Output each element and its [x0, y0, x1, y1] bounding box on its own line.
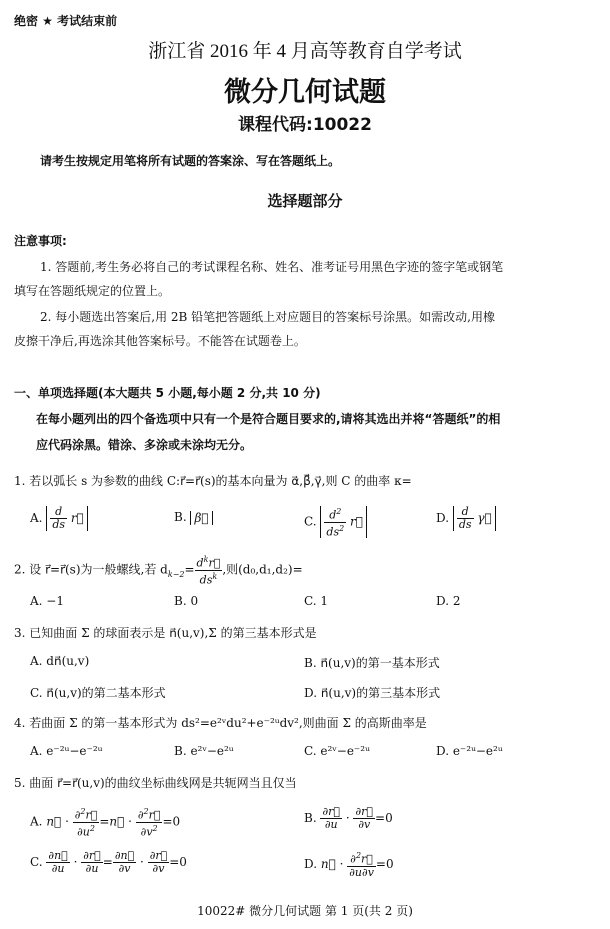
q2-option-a: A. −1: [30, 594, 64, 608]
note-1-line-2: 填写在答题纸规定的位置上。: [14, 284, 171, 298]
q5-option-c-label: C.: [30, 855, 43, 869]
exam-title: 浙江省 2016 年 4 月高等教育自学考试: [148, 41, 462, 62]
section-title: 选择题部分: [267, 192, 343, 210]
q3-stem: 3. 已知曲面 Σ 的球面表示是 n⃗(u,v),Σ 的第三基本形式是: [14, 626, 317, 640]
q5-option-a-label: A.: [30, 814, 43, 829]
q2-stem-pre: 2. 设 r⃗=r⃗(s)为一般螺线,若 d: [14, 562, 168, 577]
note-2-line-2: 皮擦干净后,再选涂其他答案标号。不能答在试题卷上。: [14, 334, 306, 348]
q2-stem-post: ,则(d₀,d₁,d₂)=: [222, 562, 303, 577]
note-2-line-1: 2. 每小题选出答案后,用 2B 铅笔把答题纸上对应题目的答案标号涂黑。如需改动,用橡: [40, 310, 495, 324]
q3-option-b: B. n⃗(u,v)的第一基本形式: [304, 656, 440, 670]
q2-option-b: B. 0: [174, 594, 199, 608]
q4-stem: 4. 若曲面 Σ 的第一基本形式为 ds²=e²ᵛdu²+e⁻²ᵘdv²,则曲面 Σ 的高斯曲率是: [14, 716, 427, 730]
q4-option-c: C. e²ᵛ−e⁻²ᵘ: [304, 744, 370, 758]
note-1-line-1: 1. 答题前,考生务必将自己的考试课程名称、姓名、准考证号用黑色字迹的签字笔或钢笔: [40, 260, 504, 274]
q2-option-d: D. 2: [436, 594, 461, 608]
q5-stem: 5. 曲面 r⃗=r⃗(u,v)的曲纹坐标曲线网是共轭网当且仅当: [14, 776, 297, 790]
q5-option-b: B. $\frac{\partial r⃗}{\partial u}$ · $\frac{\partial r⃗}{\partial v}$ =0: [304, 805, 393, 831]
q1-option-b: B. β⃗: [174, 510, 213, 525]
q2-stem: 2. 设 r⃗=r⃗(s)为一般螺线,若 $d_{k-2}=$ $\frac{d^kr⃗}{ds^k}$ ,则(d₀,d₁,d₂)=: [14, 555, 303, 587]
course-code: 课程代码:10022: [238, 115, 372, 135]
q3-option-d: D. n⃗(u,v)的第三基本形式: [304, 686, 441, 700]
q1-option-c: C. $\frac{d^2}{ds^2}$ r⃗: [304, 506, 367, 538]
part1-desc-line-1: 在每小题列出的四个备选项中只有一个是符合题目要求的,请将其选出并将“答题纸”的相: [36, 412, 501, 426]
q5-option-d: D. n⃗ · $\frac{\partial^2r⃗}{\partial u\partial v}$ =0: [304, 851, 394, 879]
q5-option-c: C. $\frac{\partial n⃗}{\partial u}$ · $\frac{\partial r⃗}{\partial u}$ = $\frac{\partial n⃗}{\partial v}$ · $\frac{\partial r⃗}{\partial v}$ =0: [30, 849, 187, 875]
part1-desc-line-2: 应代码涂黑。错涂、多涂或未涂均无分。: [36, 438, 253, 452]
notes-title: 注意事项:: [14, 234, 67, 248]
q4-option-a: A. e⁻²ᵘ−e⁻²ᵘ: [30, 744, 103, 758]
q1-option-a: A. $\frac{d}{ds}$ r⃗: [30, 506, 88, 531]
q4-option-d: D. e⁻²ᵘ−e²ᵘ: [436, 744, 503, 758]
q3-option-a: A. dn⃗(u,v): [30, 654, 90, 668]
q1-option-d-label: D.: [436, 511, 450, 525]
q5-option-d-label: D.: [304, 856, 318, 871]
q1-option-c-label: C.: [304, 514, 317, 529]
answer-instruction: 请考生按规定用笔将所有试题的答案涂、写在答题纸上。: [40, 154, 341, 168]
q4-option-b: B. e²ᵛ−e²ᵘ: [174, 744, 234, 758]
q1-option-a-label: A.: [30, 511, 43, 525]
secret-mark: 绝密 ★ 考试结束前: [14, 14, 118, 28]
q5-option-b-label: B.: [304, 811, 317, 825]
q1-stem: 1. 若以弧长 s 为参数的曲线 C:r⃗=r⃗(s)的基本向量为 α⃗,β⃗,γ⃗,则 C 的曲率 κ=: [14, 474, 412, 488]
q2-option-c: C. 1: [304, 594, 329, 608]
q3-option-c: C. n⃗(u,v)的第二基本形式: [30, 686, 166, 700]
q5-option-a: A. n⃗ · $\frac{\partial^2r⃗}{\partial u^2}$ =n⃗ · $\frac{\partial^2r⃗}{\partial v^2}$ =0: [30, 807, 181, 839]
q1-option-d: D. $\frac{d}{ds}$ γ⃗: [436, 506, 496, 531]
part1-title: 一、单项选择题(本大题共 5 小题,每小题 2 分,共 10 分): [14, 386, 321, 400]
q1-option-b-label: B.: [174, 510, 187, 524]
page-footer: 10022# 微分几何试题 第 1 页(共 2 页): [197, 904, 413, 918]
paper-title: 微分几何试题: [224, 77, 386, 108]
